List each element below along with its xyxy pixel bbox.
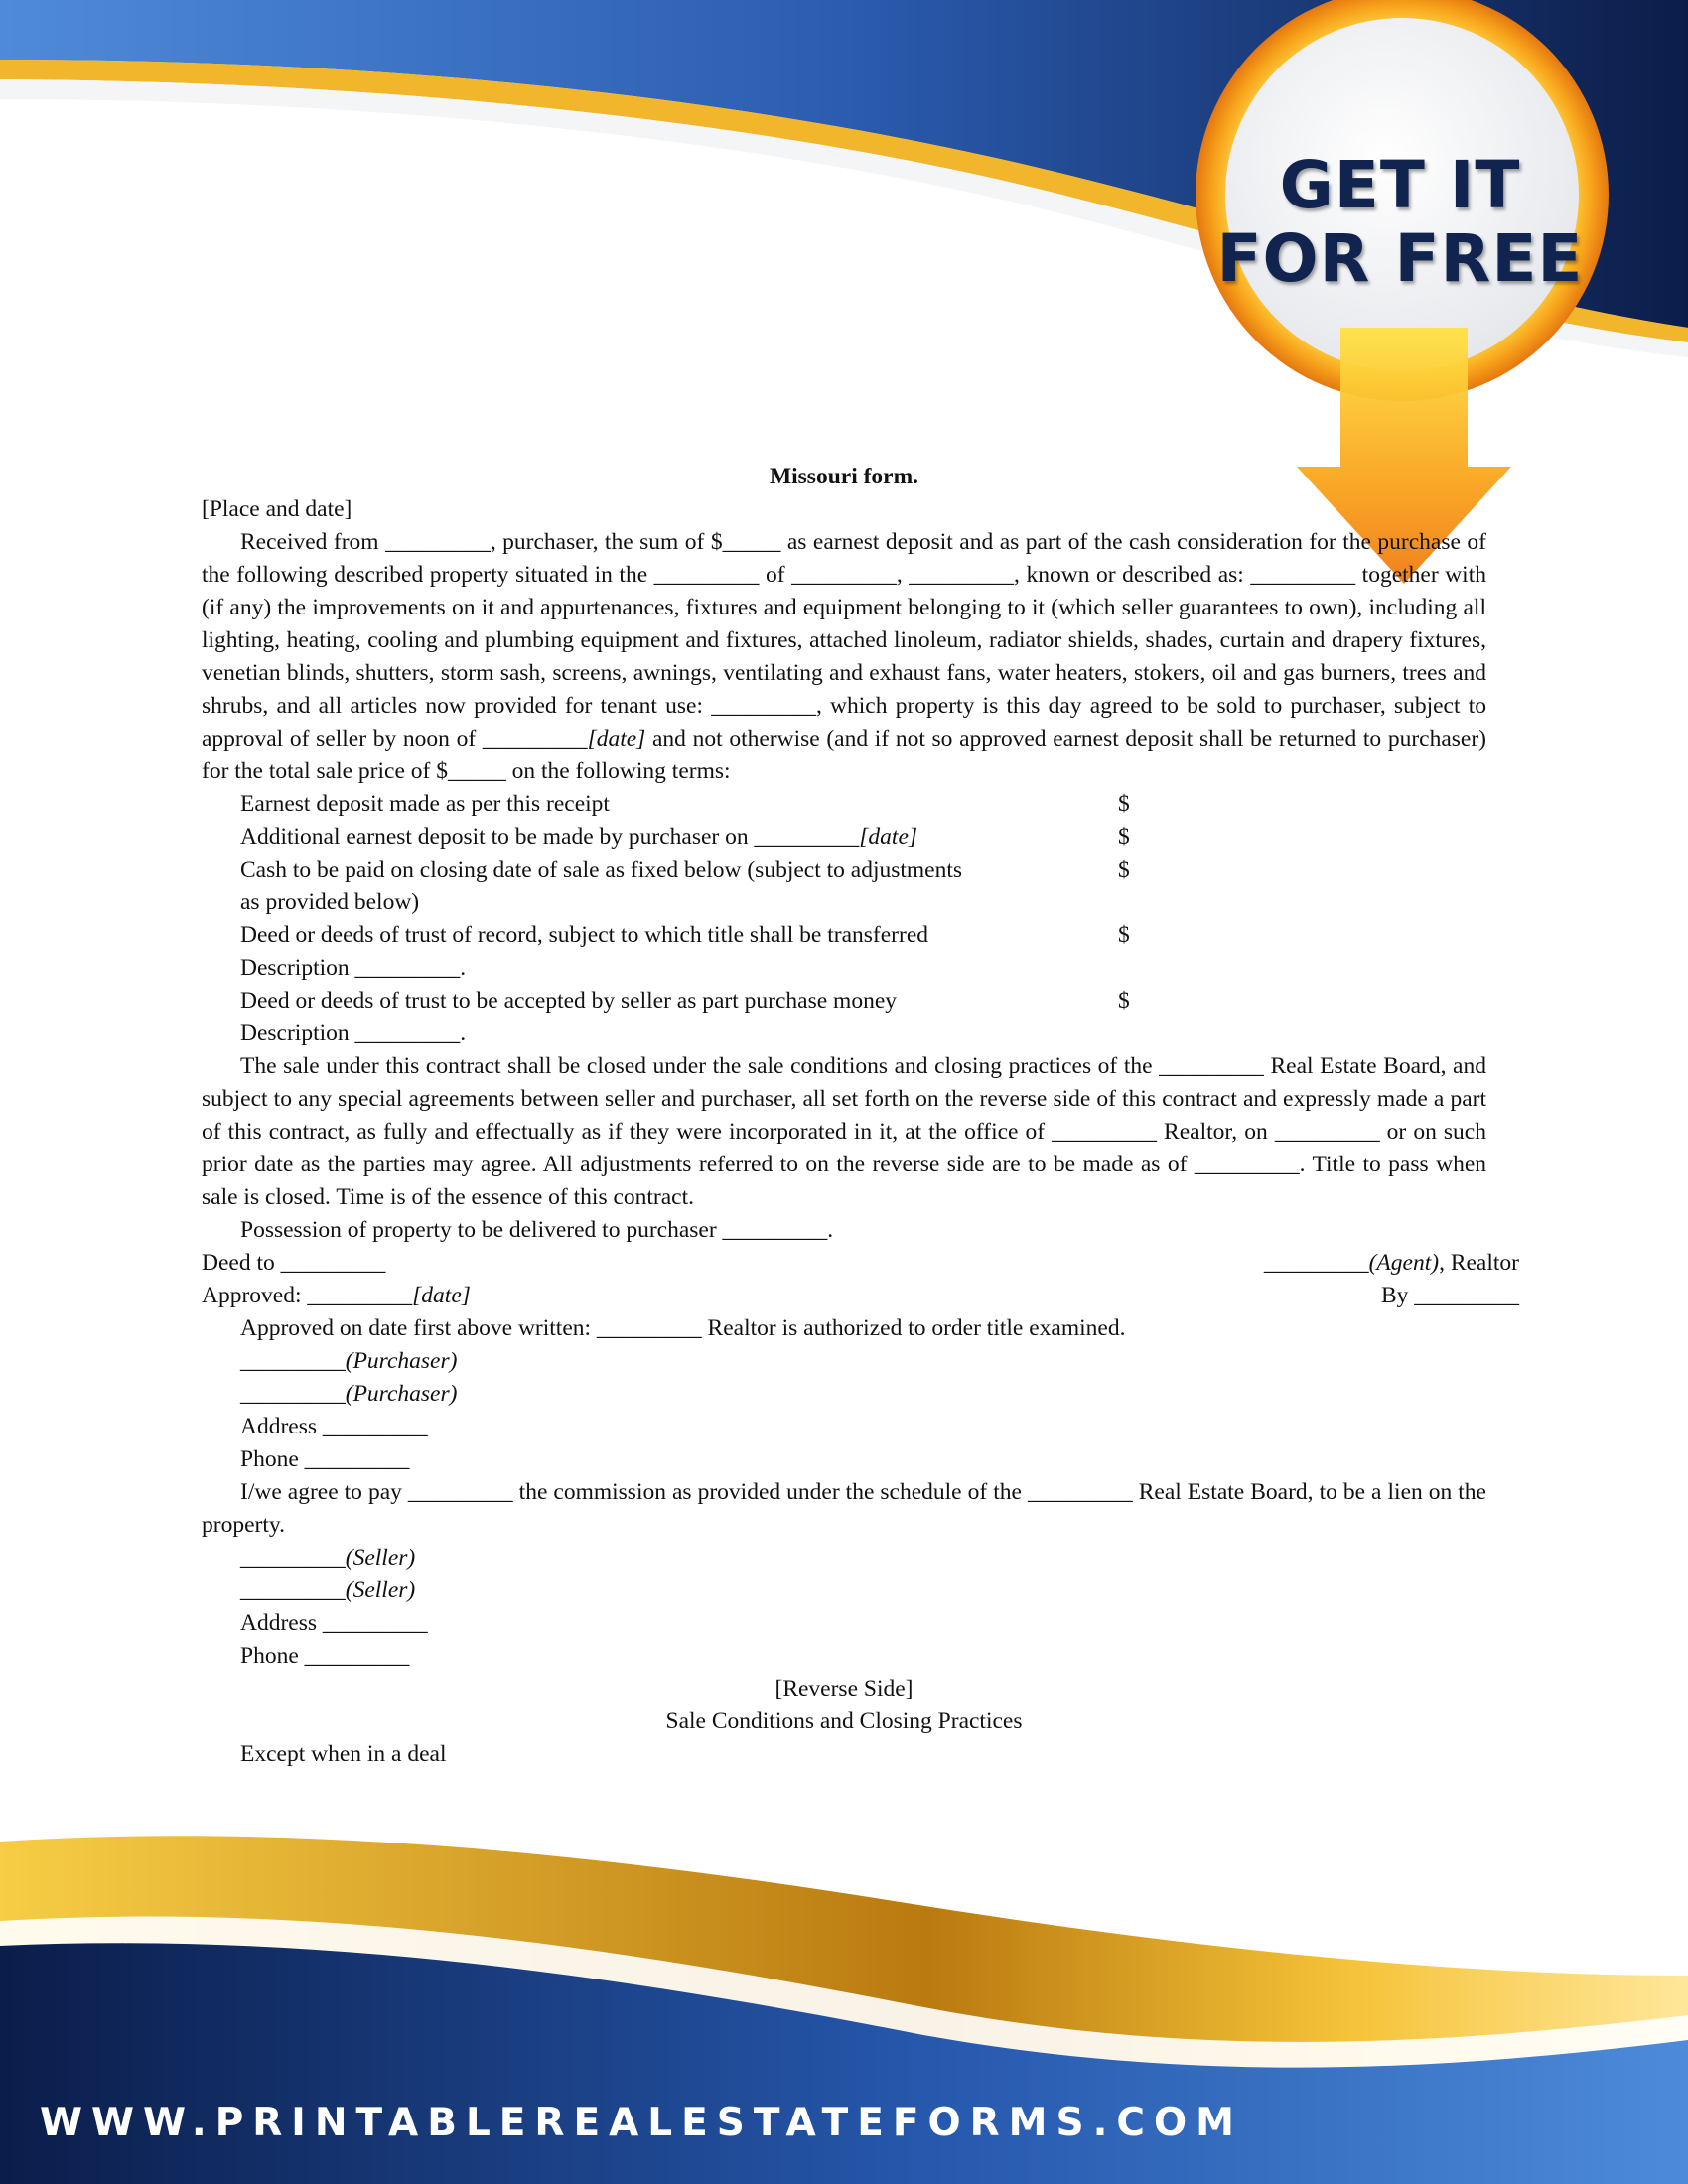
term-text: Additional earnest deposit to be made by purchaser on _________ xyxy=(240,824,860,850)
approved-date: [date] xyxy=(412,1283,471,1308)
intro-paragraph xyxy=(202,526,1486,788)
seller-signature xyxy=(240,1542,1486,1574)
term-description: Description _________. xyxy=(240,955,467,981)
agent-signature xyxy=(1264,1247,1519,1280)
approved-text: Approved: _________ xyxy=(202,1283,413,1308)
place-and-date: [Place and date] xyxy=(202,496,352,522)
term-description: Description _________. xyxy=(240,1021,467,1046)
seller-address: Address _________ xyxy=(240,1610,428,1636)
signature-blank: _________ xyxy=(240,1381,346,1407)
term-dollar: $ xyxy=(1118,791,1130,817)
term-row xyxy=(240,788,1486,821)
purchaser-label: (Purchaser) xyxy=(345,1381,458,1407)
conditions-heading: Sale Conditions and Closing Practices xyxy=(665,1708,1023,1734)
term-row xyxy=(240,854,1486,887)
purchaser-phone: Phone _________ xyxy=(240,1446,410,1472)
purchaser-signature xyxy=(240,1345,1486,1378)
purchaser-label: (Purchaser) xyxy=(345,1348,458,1374)
get-it-free-badge[interactable] xyxy=(1206,149,1594,296)
commission-paragraph: I/we agree to pay _________ the commission as provided under the schedule of the _________ Real Estate Board, to be a lien on the property. xyxy=(202,1479,1486,1538)
term-label: Deed or deeds of trust to be accepted by seller as part purchase money xyxy=(240,988,898,1014)
term-label: Earnest deposit made as per this receipt xyxy=(240,791,610,817)
signature-blank: _________ xyxy=(240,1348,346,1374)
term-continuation: as provided below) xyxy=(240,889,420,915)
signature-blank: _________ xyxy=(240,1545,346,1570)
agent-label: (Agent) xyxy=(1368,1250,1440,1276)
sale-paragraph: The sale under this contract shall be closed under the sale conditions and closing practices of the _________ Real Estate Board, and subject to any special agreements between seller and purchaser, all set forth on the reverse side of this contract and expressly made a part of this contract, as fully and effectually as if they were incorporated in it, at the office of _________ Realtor, on _________ or on such prior date as the parties may agree. All adjustments referred to on the reverse side are to be made as of _________. Title to pass when sale is closed. Time is of the essence of this contract. xyxy=(202,1053,1486,1210)
approved-first-line: Approved on date first above written: _________ Realtor is authorized to order title examined. xyxy=(240,1315,1126,1341)
term-row xyxy=(240,919,1486,952)
term-label xyxy=(240,821,1118,854)
agent-suffix: , Realtor xyxy=(1439,1250,1519,1276)
form-document xyxy=(202,461,1519,1826)
term-dollar: $ xyxy=(1118,824,1130,850)
term-row xyxy=(240,821,1486,854)
agent-blank: _________ xyxy=(1263,1250,1369,1276)
intro-text: Received from _________, purchaser, the sum of $_____ as earnest deposit and as part of the cash consideration for the purchase of the following described property situated in the _________ of _________, _________, known or described as: _________ together with (if any) the improvements on it and appurtenances, fixtures and equipment belonging to it (which seller guarantees to own), including all lighting, heating, cooling and plumbing equipment and fixtures, attached linoleum, radiator shields, shades, curtain and drapery fixtures, venetian blinds, shutters, storm sash, screens, awnings, ventilating and exhaust fans, water heaters, stokers, oil and gas burners, trees and shrubs, and all articles now provided for tenant use: _________, which property is this day agreed to be sold to purchaser, subject to approval of seller by noon of _________ xyxy=(202,529,1486,751)
form-title: Missouri form. xyxy=(769,464,919,489)
term-dollar: $ xyxy=(1118,922,1130,948)
term-dollar: $ xyxy=(1118,988,1130,1014)
seller-signature xyxy=(240,1574,1486,1607)
approved-row xyxy=(202,1280,1519,1312)
terms-list xyxy=(202,788,1486,1050)
intro-date: [date] xyxy=(587,726,646,751)
purchaser-address: Address _________ xyxy=(240,1414,428,1439)
term-date: [date] xyxy=(859,824,918,850)
intro-end: and not otherwise (and if not so approved earnest deposit shall be returned to purchaser) for the total sale price of $_____ on the following terms: xyxy=(202,726,1486,784)
seller-label: (Seller) xyxy=(345,1577,416,1603)
term-row xyxy=(240,985,1486,1018)
signature-blank: _________ xyxy=(240,1577,346,1603)
reverse-side-heading: [Reverse Side] xyxy=(774,1676,914,1702)
deed-to: Deed to _________ xyxy=(202,1250,386,1276)
purchaser-block xyxy=(202,1345,1486,1476)
seller-phone: Phone _________ xyxy=(240,1643,410,1669)
purchaser-signature xyxy=(240,1378,1486,1411)
term-label: Cash to be paid on closing date of sale as fixed below (subject to adjustments xyxy=(240,857,963,883)
possession-line: Possession of property to be delivered to purchaser _________. xyxy=(240,1217,834,1243)
approved-line xyxy=(202,1280,471,1312)
seller-block xyxy=(202,1542,1486,1673)
badge-line-1: GET IT xyxy=(1279,147,1521,223)
website-url[interactable]: WWW.PRINTABLEREALESTATEFORMS.COM xyxy=(40,2101,1243,2145)
badge-line-2: FOR FREE xyxy=(1216,220,1584,297)
term-label: Deed or deeds of trust of record, subject to which title shall be transferred xyxy=(240,922,929,948)
seller-label: (Seller) xyxy=(345,1545,416,1570)
cut-off-line: Except when in a deal xyxy=(240,1741,447,1767)
deed-row xyxy=(202,1247,1519,1280)
term-dollar: $ xyxy=(1118,857,1130,883)
by-line: By _________ xyxy=(1380,1283,1519,1308)
